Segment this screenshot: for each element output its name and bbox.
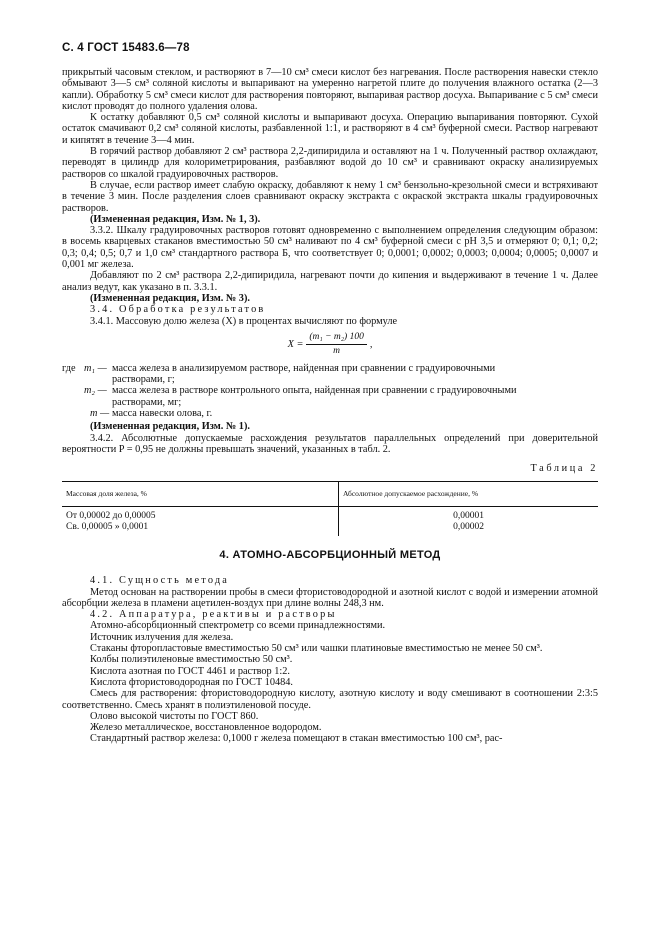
definition-m (62, 408, 598, 419)
formula-denominator: m (333, 346, 341, 357)
tolerance-table (62, 481, 598, 537)
table-header-row (62, 481, 598, 507)
formula-lhs: X = (287, 339, 304, 351)
subsection-heading: 3.4. Обработка результатов (90, 304, 266, 316)
table-header-cell: Абсолютное допускаемое расхождение, % (339, 481, 599, 507)
table-row (62, 522, 598, 537)
definition-m2 (62, 385, 598, 408)
definitions-lead: где (62, 362, 76, 374)
table-cell: Св. 0,00005 » 0,0001 (62, 522, 339, 537)
formula (62, 329, 598, 361)
paragraph: Смесь для растворения: фтористоводородную кислоту, азотную кислоту и воду смешивают в соотношении 2:3:5 соответственно. Смесь хранят в полиэтиленовой посуде. (62, 688, 598, 711)
definition-text: масса навески олова, г. (112, 408, 213, 420)
table-cell: От 0,00002 до 0,00005 (62, 507, 339, 522)
paragraph: Стаканы фторопластовые вместимостью 50 см³ или чашки платиновые вместимостью не менее 50 см³. (90, 643, 543, 655)
formula-fraction (306, 332, 366, 358)
section-heading: 4. АТОМНО-АБСОРБЦИОННЫЙ МЕТОД (219, 549, 441, 561)
document-body (62, 67, 598, 745)
paragraph: В горячий раствор добавляют 2 см³ раствора 2,2-дипиридила и оставляют на 1 ч. Полученный раствор охлаждают, переводят в цилиндр для колориметрирования, разбавляют водой до 10 см³ и сравнивают окраску анализируемых растворов со шкалой градуировочных растворов. (62, 146, 598, 180)
subsection-heading: 4.2. Аппаратура, реактивы и растворы (90, 609, 337, 621)
paragraph: 3.4.2. Абсолютные допускаемые расхождения результатов параллельных определений при доверительной вероятности P = 0,95 не должны превышать значений, указанных в табл. 2. (62, 432, 598, 455)
paragraph: 3.4.1. Массовую долю железа (X) в процентах вычисляют по формуле (90, 315, 398, 327)
paragraph: В случае, если раствор имеет слабую окраску, добавляют к нему 1 см³ бензольно-крезольной смеси и встряхивают в течение 3 мин. После разделения слоев сравнивают окраску экстракта с окраской экстракта шкалы градуировочных растворов. (62, 179, 598, 214)
definition-text-line: растворами, г; (112, 374, 175, 386)
amendment-note: (Измененная редакция, Изм. № 1, 3). (90, 213, 261, 225)
definition-text-line: растворами, мг; (112, 396, 182, 408)
paragraph: Колбы полиэтиленовые вместимостью 50 см³. (90, 654, 293, 666)
table-row (62, 507, 598, 522)
amendment-note: (Измененная редакция, Изм. № 1). (90, 421, 250, 433)
paragraph: Метод основан на растворении пробы в смеси фтористоводородной и азотной кислот с водой и измерении атомной абсорбции железа в пламени ацетилен-воздух при длине волны 248,3 нм. (62, 586, 598, 609)
page-header: С. 4 ГОСТ 15483.6—78 (62, 42, 190, 54)
paragraph: К остатку добавляют 0,5 см³ соляной кислоты и выпаривают досуха. Операцию выпаривания повторяют. Сухой остаток смачивают 0,2 см³ соляной кислоты, разбавленной 1:1, и растворяют в 4 см³ буферной смеси. Раствор нагревают и кипятят в течение 3—4 мин. (62, 112, 598, 146)
paragraph: Источник излучения для железа. (90, 631, 234, 643)
paragraph: Кислота фтористоводородная по ГОСТ 10484. (90, 676, 293, 688)
definition-text-line: масса железа в растворе контрольного опыта, найденная при сравнении с градуировочными (112, 385, 517, 397)
variable-definitions (62, 363, 598, 419)
definition-text (112, 385, 598, 408)
definition-term: m₁ — (84, 362, 107, 374)
paragraph: прикрытый часовым стеклом, и растворяют в 7—10 см³ смеси кислот без нагревания. После растворения навески стекло обмывают 3—5 см³ соляной кислоты и выпаривают на умеренно нагретой плите до получения влажного остатка (2—3 капли). Обработку 5 см³ смеси кислот для растворения повторяют, выпаривая раствор досуха. Выпаривание с 5 см³ смеси кислот проводят до полного удаления олова. (62, 67, 598, 112)
table-cell: 0,00002 (453, 521, 484, 532)
paragraph: Кислота азотная по ГОСТ 4461 и раствор 1:2. (90, 665, 291, 677)
formula-numerator: (m₁ − m₂) 100 (306, 332, 366, 345)
amendment-note: (Измененная редакция, Изм. № 3). (90, 292, 250, 304)
definition-text-line: масса железа в анализируемом растворе, найденная при сравнении с градуировочными (112, 362, 496, 374)
definition-term: m — (90, 408, 110, 420)
definition-text (112, 363, 598, 386)
subsection-heading: 4.1. Сущность метода (90, 575, 230, 587)
table-header-cell: Массовая доля железа, % (62, 481, 339, 507)
paragraph: Стандартный раствор железа: 0,1000 г железа помещают в стакан вместимостью 100 см³, рас- (90, 733, 503, 745)
definition-m1 (62, 363, 598, 386)
paragraph: Атомно-абсорбционный спектрометр со всеми принадлежностями. (90, 620, 386, 632)
table-caption: Таблица 2 (530, 463, 598, 475)
paragraph: Железо металлическое, восстановленное водородом. (90, 722, 322, 734)
table-cell: 0,00001 (453, 511, 484, 521)
formula-tail: , (369, 339, 373, 351)
paragraph: Добавляют по 2 см³ раствора 2,2-дипиридила, нагревают почти до кипения и выдерживают в течение 1 ч. Далее анализ ведут, как указано в п. 3.3.1. (62, 270, 598, 293)
paragraph: Олово высокой чистоты по ГОСТ 860. (90, 710, 259, 722)
definition-term: m₂ — (84, 385, 107, 397)
paragraph: 3.3.2. Шкалу градуировочных растворов готовят одновременно с выполнением определения следующим образом: в восемь кварцевых стаканов вместимостью 50 см³ наливают по 4 см³ буферной смеси с pH 3,5 и отмеряют 0; 0,1; 0,2; 0,3; 0,4; 0,5; 0,7 и 1,0 см³ стандартного раствора Б, что соответствует 0; 0,0001; 0,0002; 0,0003; 0,0004; 0,0005; 0,0007 и 0,001 мг железа. (62, 225, 598, 271)
